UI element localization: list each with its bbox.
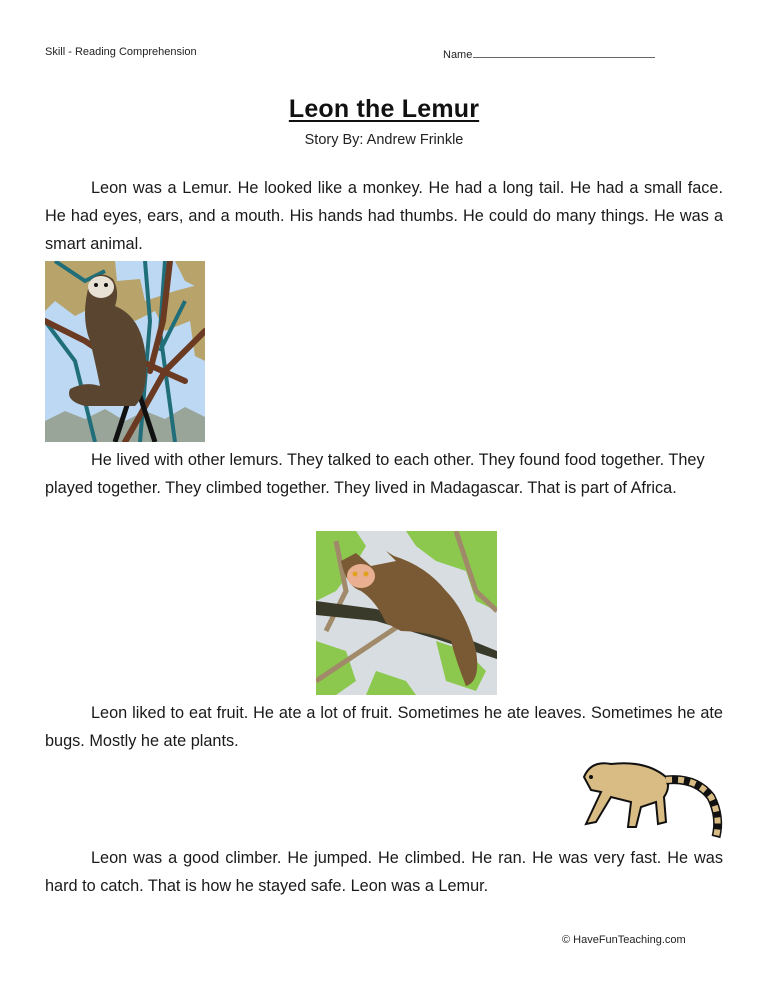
name-label: Name [443, 49, 473, 61]
ringtailed-lemur-clipart [566, 752, 726, 842]
worksheet-header-name-field [443, 46, 655, 61]
story-paragraph-1: Leon was a Lemur. He looked like a monkey. He had a long tail. He had a small face. He had eyes, ears, and a mouth. His hands had thumbs. He could do many things. He was a smart animal. [45, 179, 723, 253]
name-blank-line [473, 46, 655, 58]
story-byline: Story By: Andrew Frinkle [304, 132, 464, 148]
story-paragraph-3: Leon liked to eat fruit. He ate a lot of fruit. Sometimes he ate leaves. Sometimes he ate bugs. Mostly he ate plants. [45, 704, 723, 750]
story-title: Leon the Lemur [288, 95, 480, 123]
copyright-footer: © HaveFunTeaching.com [562, 934, 686, 946]
worksheet-header-skill: Skill - Reading Comprehension [45, 46, 197, 58]
story-paragraph-2: He lived with other lemurs. They talked to each other. They found food together. They played together. They climbed together. They lived in Madagascar. That is part of Africa. [45, 451, 705, 497]
lemur-on-branch-illustration [316, 531, 497, 695]
lemur-in-tree-illustration [45, 261, 205, 442]
story-paragraph-4: Leon was a good climber. He jumped. He climbed. He ran. He was very fast. He was hard to catch. That is how he stayed safe. Leon was a Lemur. [45, 849, 723, 895]
